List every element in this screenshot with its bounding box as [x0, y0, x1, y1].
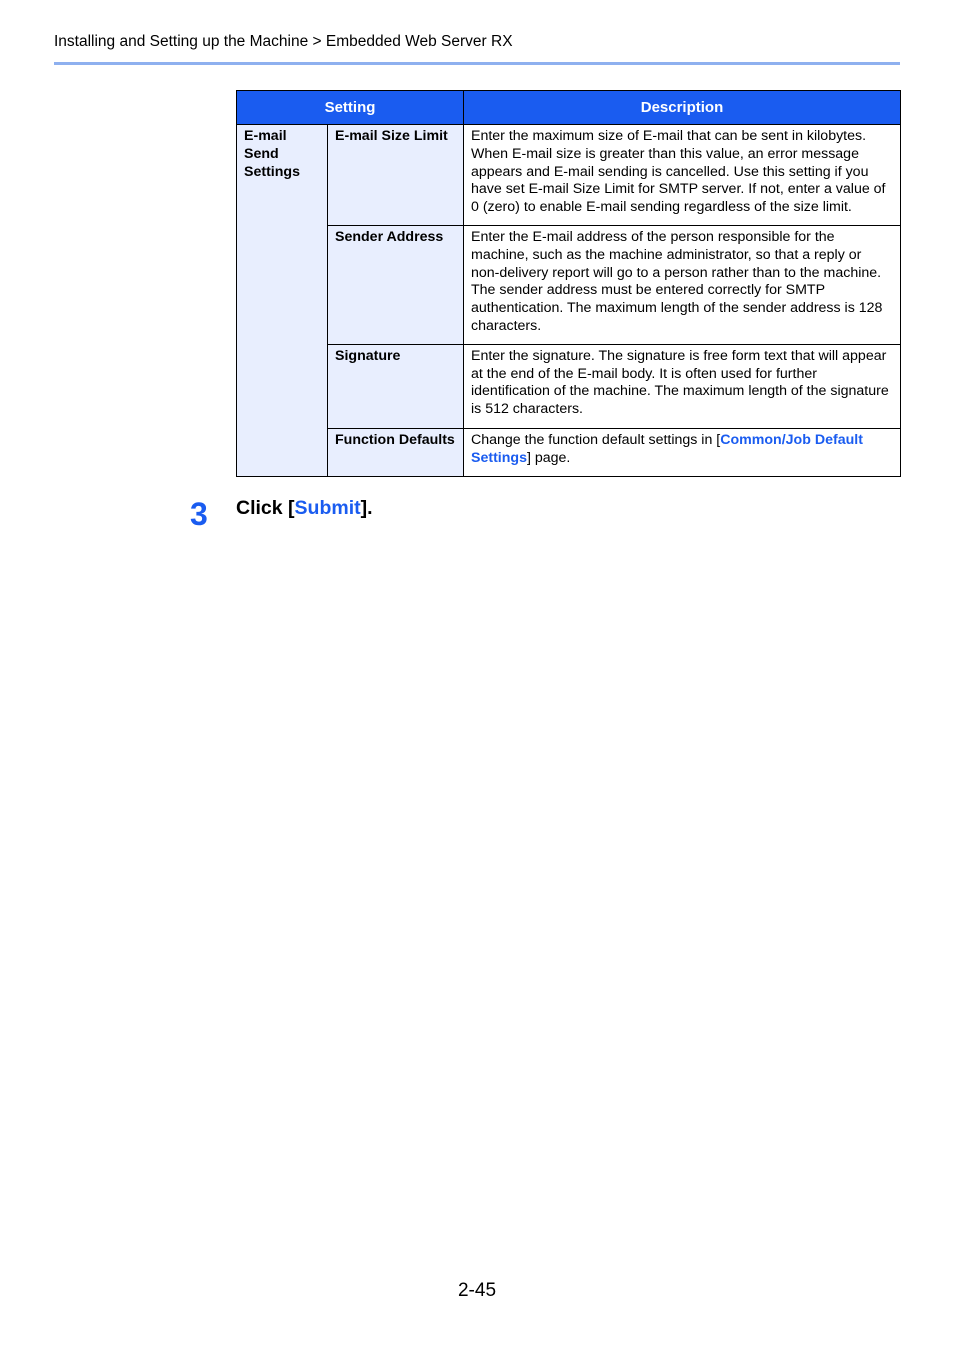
setting-name: Signature [328, 344, 464, 428]
table-header-row [237, 91, 901, 125]
setting-name: Sender Address [328, 226, 464, 345]
setting-name: E-mail Size Limit [328, 125, 464, 226]
step-text: ]. [360, 497, 373, 519]
setting-description: Enter the signature. The signature is free form text that will appear at the end of the E-mail body. It is often used for further identification of the machine. The maximum length of the signature is 512 characters. [464, 344, 901, 428]
table-row [237, 344, 901, 428]
group-label-email-send-settings: E-mail Send Settings [237, 125, 328, 477]
header-divider [54, 62, 900, 65]
setting-description: Enter the E-mail address of the person responsible for the machine, such as the machine administrator, so that a reply or non-delivery report will go to a person rather than to the machine. The sender address must be entered correctly for SMTP authentication. The maximum length of the sender address is 128 characters. [464, 226, 901, 345]
step-instruction [236, 496, 373, 520]
step-number: 3 [190, 496, 208, 532]
table-row [237, 125, 901, 226]
setting-name: Function Defaults [328, 428, 464, 476]
column-header-setting: Setting [237, 91, 464, 125]
settings-table [236, 90, 901, 477]
breadcrumb: Installing and Setting up the Machine > Embedded Web Server RX [54, 33, 513, 50]
setting-description: Enter the maximum size of E-mail that can be sent in kilobytes. When E-mail size is greater than this value, an error message appears and E-mail sending is cancelled. Use this setting if you have set E-mail Size Limit for SMTP server. If not, enter a value of 0 (zero) to enable E-mail sending regardless of the size limit. [464, 125, 901, 226]
common-job-default-settings-link[interactable]: Common/Job Default Settings [471, 431, 863, 466]
setting-description [464, 428, 901, 476]
description-text: Change the function default settings in [ [471, 431, 721, 448]
table-row [237, 428, 901, 476]
table-row [237, 226, 901, 345]
column-header-description: Description [464, 91, 901, 125]
submit-link[interactable]: Submit [294, 497, 361, 519]
step-text: Click [ [236, 497, 295, 519]
page-number: 2-45 [457, 1280, 497, 1301]
description-text: ] page. [526, 449, 571, 466]
